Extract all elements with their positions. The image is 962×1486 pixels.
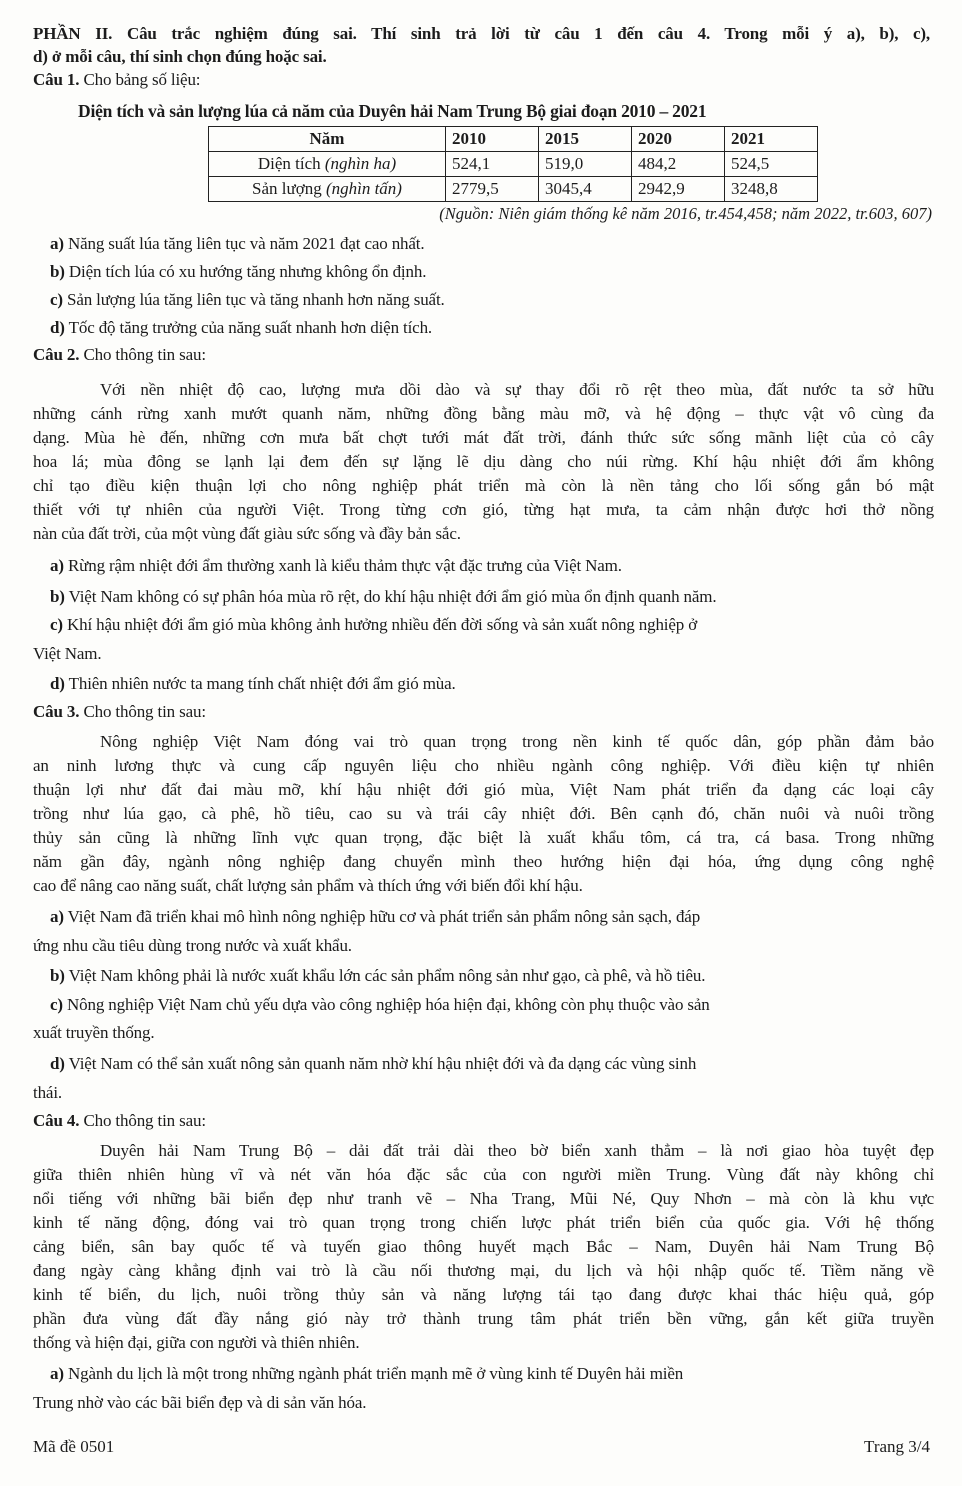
option-text: Ngành du lịch là một trong những ngành phát triển mạnh mẽ ở vùng kinh tế Duyên hải miền: [63, 1364, 684, 1383]
q2-para-line: hoa lá; mùa đông se lạnh lại đem đến sự lặng lẽ dịu dàng cho núi rừng. Khí hậu nhiệt đới ẩm không: [33, 452, 934, 471]
q3-para-line: thủy sản cũng là những lĩnh vực quan trọng, đặc biệt là xuất khẩu tôm, cá tra, cá basa. Trong những: [33, 828, 934, 847]
table-cell: 2779,5: [446, 177, 539, 202]
table-cell: 2942,9: [632, 177, 725, 202]
question-1-prompt: Cho bảng số liệu:: [83, 70, 201, 89]
q2-option-a: [50, 555, 934, 577]
q1-option-d: [50, 317, 934, 339]
table-source: (Nguồn: Niên giám thống kê năm 2016, tr.454,458; năm 2022, tr.603, 607): [439, 204, 932, 223]
section-heading-line-1: PHẦN II. Câu trắc nghiệm đúng sai. Thí sinh trả lời từ câu 1 đến câu 4. Trong mỗi ý a), b), c),: [33, 24, 930, 43]
q3-para-line: thuận lợi như đất đai màu mỡ, khí hậu nhiệt đới gió mùa, Việt Nam phát triển đa dạng các loại cây: [33, 780, 934, 799]
row-label: Diện tích: [257, 154, 325, 173]
q3-option-c-cont: xuất truyền thống.: [33, 1023, 155, 1042]
option-key: a): [50, 1364, 64, 1383]
q4-para-line: kinh tế năng động, đóng vai trò quan trọng trong chiến lược phát triển biển của quốc gia. Với hệ thống: [33, 1213, 934, 1232]
q1-option-b: [50, 261, 934, 283]
q4-para-line: đang ngày càng khẳng định vai trò là cầu nối thương mại, du lịch và hội nhập quốc tế. Tiềm năng về: [33, 1261, 934, 1280]
row-unit: (nghìn tấn): [325, 179, 402, 198]
option-key: d): [50, 1054, 65, 1073]
option-key: d): [50, 318, 65, 337]
option-key: b): [50, 262, 65, 281]
q3-option-b: [50, 965, 934, 987]
table-cell: 519,0: [539, 152, 632, 177]
header-cell: 2010: [446, 127, 539, 152]
q2-para-line: chỉ tạo điều kiện thuận lợi cho nông nghiệp phát triển mà còn là nền tảng cho lối sống gắn bó mật: [33, 476, 934, 495]
q4-para-line: kinh tế biển, du lịch, nuôi trồng thủy sản và năng lượng tái tạo đang được khai thác hiệu quả, góp: [33, 1285, 934, 1304]
option-key: a): [50, 907, 64, 926]
header-cell: 2015: [539, 127, 632, 152]
q2-para-line: nàn của đất trời, của một vùng đất giàu sức sống và đầy bản sắc.: [33, 524, 461, 543]
option-key: c): [50, 290, 63, 309]
q3-option-d-cont: thái.: [33, 1083, 62, 1102]
q4-para-line: thống và hiện đại, giữa con người và thiên nhiên.: [33, 1333, 360, 1352]
q1-option-c: [50, 289, 934, 311]
option-text: Diện tích lúa có xu hướng tăng nhưng không ổn định.: [64, 262, 427, 281]
row-label: Sản lượng: [252, 179, 326, 198]
option-text: Sản lượng lúa tăng liên tục và tăng nhanh hơn năng suất.: [62, 290, 445, 309]
q3-option-d: [50, 1053, 934, 1075]
option-key: c): [50, 615, 63, 634]
exam-code: Mã đề 0501: [33, 1437, 115, 1456]
option-text: Việt Nam đã triển khai mô hình nông nghiệp hữu cơ và phát triển sản phẩm nông sản sạch, đáp: [63, 907, 701, 926]
q3-para-line: trồng như lúa gạo, cà phê, hồ tiêu, cao su và trái cây nhiệt đới. Bên cạnh đó, chăn nuôi và nuôi trồng: [33, 804, 934, 823]
option-key: d): [50, 674, 65, 693]
option-text: Rừng rậm nhiệt đới ẩm thường xanh là kiểu thảm thực vật đặc trưng của Việt Nam.: [63, 556, 622, 575]
q3-option-a-cont: ứng nhu cầu tiêu dùng trong nước và xuất khẩu.: [33, 936, 352, 955]
q3-option-c: [50, 994, 934, 1016]
option-key: a): [50, 556, 64, 575]
option-key: b): [50, 966, 65, 985]
question-2-prompt: Cho thông tin sau:: [79, 345, 206, 364]
row-unit: (nghìn ha): [324, 154, 397, 173]
header-cell-year: Năm: [209, 127, 446, 152]
q2-option-b: [50, 586, 934, 608]
question-1-label: Câu 1.: [33, 70, 80, 89]
option-text: Tốc độ tăng trưởng của năng suất nhanh hơn diện tích.: [64, 318, 433, 337]
section-heading-line-2: d) ở mỗi câu, thí sinh chọn đúng hoặc sai.: [33, 47, 327, 66]
option-text: Năng suất lúa tăng liên tục và năm 2021 đạt cao nhất.: [63, 234, 425, 253]
option-key: c): [50, 995, 63, 1014]
row-label-cell: [209, 152, 446, 177]
table-row-area: [209, 152, 818, 177]
table-header-row: [209, 127, 818, 152]
q2-para-line: những cánh rừng xanh mướt quanh năm, những đồng bằng màu mỡ, và hệ động – thực vật vô cùng đa: [33, 404, 934, 423]
option-text: Việt Nam không có sự phân hóa mùa rõ rệt, do khí hậu nhiệt đới ẩm gió mùa ổn định quanh năm.: [64, 587, 717, 606]
table-title: Diện tích và sản lượng lúa cả năm của Duyên hải Nam Trung Bộ giai đoạn 2010 – 2021: [78, 101, 707, 121]
q4-para-line: cảng biển, sân bay quốc tế và tuyến giao thông huyết mạch Bắc – Nam, Duyên hải Nam Trung Bộ: [33, 1237, 934, 1256]
q2-option-c-cont: Việt Nam.: [33, 644, 102, 663]
option-text: Việt Nam không phải là nước xuất khẩu lớn các sản phẩm nông sản như gạo, cà phê, và hồ tiêu.: [64, 966, 706, 985]
header-cell: 2020: [632, 127, 725, 152]
table-cell: 3248,8: [725, 177, 818, 202]
option-text: Thiên nhiên nước ta mang tính chất nhiệt đới ẩm gió mùa.: [64, 674, 456, 693]
header-cell: 2021: [725, 127, 818, 152]
q4-para-line: Duyên hải Nam Trung Bộ – dải đất trải dài theo bờ biển xanh thẳm – là nơi giao hòa tuyệt đẹp: [100, 1141, 934, 1160]
q4-para-line: nổi tiếng với những bãi biển đẹp như tranh vẽ – Nha Trang, Mũi Né, Quy Nhơn – mà còn là khu vực: [33, 1189, 934, 1208]
q2-para-line: thiết với tự nhiên của người Việt. Trong từng cơn gió, từng hạt mưa, ta cảm nhận được hơi thở nồng: [33, 500, 934, 519]
question-4-label: Câu 4.: [33, 1111, 80, 1130]
question-4-header: [33, 1110, 934, 1132]
question-1-header: [33, 69, 934, 91]
q1-option-a: [50, 233, 934, 255]
question-3-header: [33, 701, 934, 723]
q3-para-line: năm gần đây, ngành nông nghiệp đang chuyển mình theo hướng hiện đại hóa, ứng dụng công nghệ: [33, 852, 934, 871]
q4-para-line: giữa thiên nhiên hùng vĩ và nét văn hóa đặc sắc của con người miền Trung. Vùng đất này không chỉ: [33, 1165, 934, 1184]
q3-option-a: [50, 906, 934, 928]
table-cell: 3045,4: [539, 177, 632, 202]
q2-para-line: dạng. Mùa hè đến, những cơn mưa bất chợt tưới mát đất trời, đánh thức sức sống mãnh liệt của cỏ cây: [33, 428, 934, 447]
q2-option-c: [50, 614, 934, 636]
question-3-prompt: Cho thông tin sau:: [79, 702, 206, 721]
question-4-prompt: Cho thông tin sau:: [79, 1111, 206, 1130]
table-row-output: [209, 177, 818, 202]
question-2-header: [33, 344, 934, 366]
option-text: Nông nghiệp Việt Nam chủ yếu dựa vào công nghiệp hóa hiện đại, không còn phụ thuộc vào sản: [62, 995, 710, 1014]
option-key: a): [50, 234, 64, 253]
page-number: Trang 3/4: [864, 1437, 930, 1456]
option-text: Việt Nam có thể sản xuất nông sản quanh năm nhờ khí hậu nhiệt đới và đa dạng các vùng sinh: [64, 1054, 697, 1073]
q4-para-line: phần đưa vùng đất đầy nắng gió này trở thành trung tâm phát triển bền vững, gắn kết giữa truyền: [33, 1309, 934, 1328]
table-cell: 524,5: [725, 152, 818, 177]
data-table: [208, 126, 818, 202]
option-key: b): [50, 587, 65, 606]
option-text: Khí hậu nhiệt đới ẩm gió mùa không ảnh hưởng nhiều đến đời sống và sản xuất nông nghiệp ở: [62, 615, 698, 634]
q3-para-line: Nông nghiệp Việt Nam đóng vai trò quan trọng trong nền kinh tế quốc dân, góp phần đảm bảo: [100, 732, 934, 751]
question-3-label: Câu 3.: [33, 702, 80, 721]
q3-para-line: cao để nâng cao năng suất, chất lượng sản phẩm và thích ứng với biến đổi khí hậu.: [33, 876, 583, 895]
row-label-cell: [209, 177, 446, 202]
table-cell: 524,1: [446, 152, 539, 177]
q2-para-line: Với nền nhiệt độ cao, lượng mưa dồi dào và sự thay đổi rõ rệt theo mùa, đất nước ta sở hữu: [100, 380, 934, 399]
question-2-label: Câu 2.: [33, 345, 80, 364]
q4-option-a: [50, 1363, 934, 1385]
q4-option-a-cont: Trung nhờ vào các bãi biển đẹp và di sản văn hóa.: [33, 1393, 367, 1412]
q3-para-line: an ninh lương thực và cung cấp nguyên liệu cho nhiều ngành công nghiệp. Với điều kiện tự nhiên: [33, 756, 934, 775]
q2-option-d: [50, 673, 934, 695]
table-cell: 484,2: [632, 152, 725, 177]
